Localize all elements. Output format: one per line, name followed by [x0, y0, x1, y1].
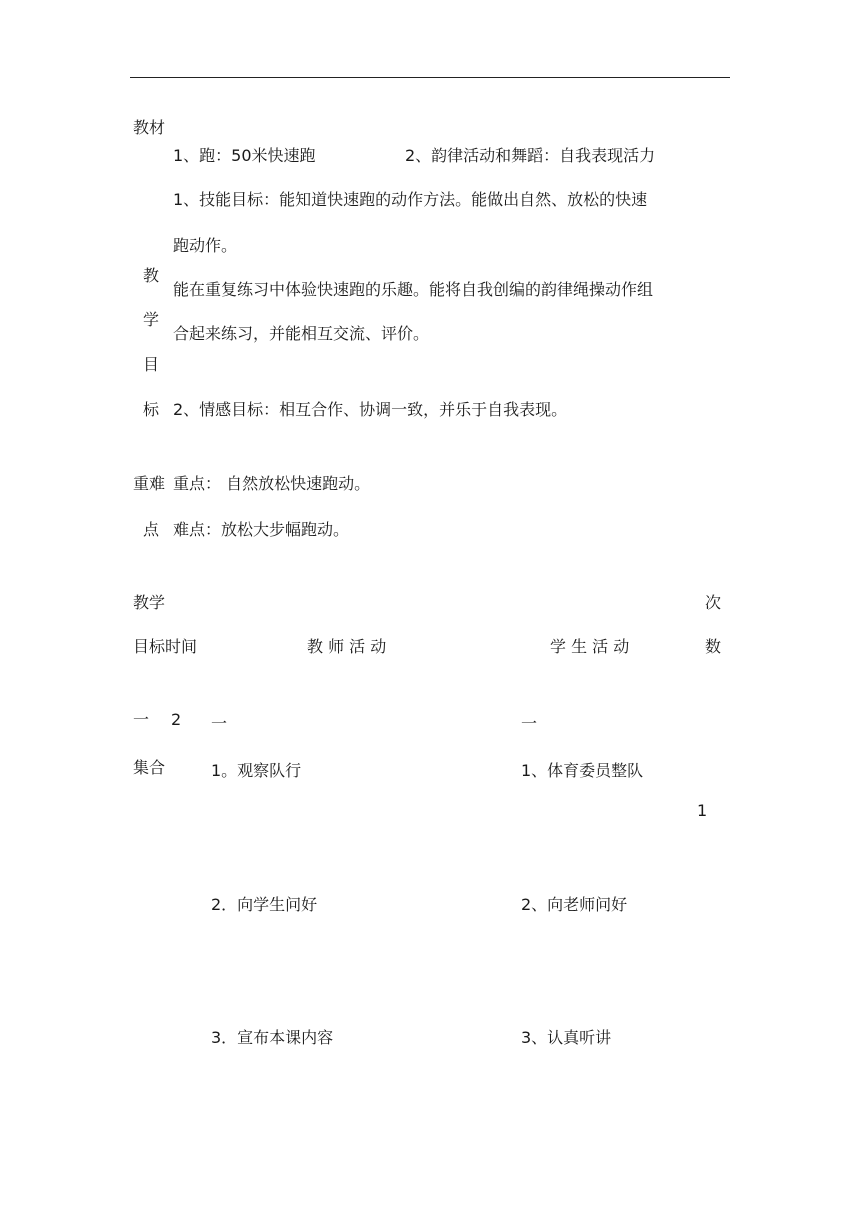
section-time: 2 [171, 710, 182, 729]
header-col-count-top: 次 [705, 593, 722, 612]
objectives-side-label-2: 学 [143, 310, 160, 329]
skill-objective-line-1: 1、技能目标：能知道快速跑的动作方法。能做出自然、放松的快速 [173, 190, 648, 209]
materials-label: 教材 [133, 118, 166, 137]
skill-objective-line-4: 合起来练习，并能相互交流、评价。 [173, 324, 430, 343]
skill-objective-line-3: 能在重复练习中体验快速跑的乐趣。能将自我创编的韵律绳操动作组 [173, 280, 654, 299]
objectives-side-label-1: 教 [143, 266, 160, 285]
emotion-objective: 2、情感目标：相互合作、协调一致，并乐于自我表现。 [173, 400, 568, 419]
teacher-item-1: 1。观察队行 [211, 761, 302, 780]
header-col-objective-top: 教学 [133, 593, 166, 612]
objectives-side-label-3: 目 [143, 355, 160, 374]
difficulty-point: 难点：放松大步幅跑动。 [173, 520, 350, 539]
key-points-label-bottom: 点 [143, 520, 160, 539]
student-item-1: 1、体育委员整队 [521, 761, 644, 780]
objectives-side-label-4: 标 [143, 400, 160, 419]
top-rule [130, 77, 730, 78]
material-item-1: 1、跑：50米快速跑 [173, 146, 316, 165]
header-col-count-bottom: 数 [705, 637, 722, 656]
teacher-item-2: 2．向学生问好 [211, 895, 318, 914]
skill-objective-line-2: 跑动作。 [173, 236, 238, 255]
header-col-student: 学 生 活 动 [550, 637, 630, 656]
header-col-objective-time: 目标时间 [133, 637, 198, 656]
teacher-item-3: 3．宣布本课内容 [211, 1028, 334, 1047]
key-points-label-top: 重难 [133, 474, 166, 493]
section-count: 1 [697, 801, 708, 820]
section-name: 集合 [133, 758, 166, 777]
student-item-2: 2、向老师问好 [521, 895, 628, 914]
header-col-teacher: 教 师 活 动 [307, 637, 387, 656]
material-item-2: 2、韵律活动和舞蹈：自我表现活力 [405, 146, 656, 165]
section-dash: 一 [133, 710, 150, 729]
teacher-dash: 一 [211, 714, 228, 733]
key-point: 重点： 自然放松快速跑动。 [173, 474, 371, 493]
student-dash: 一 [521, 714, 538, 733]
student-item-3: 3、认真听讲 [521, 1028, 612, 1047]
